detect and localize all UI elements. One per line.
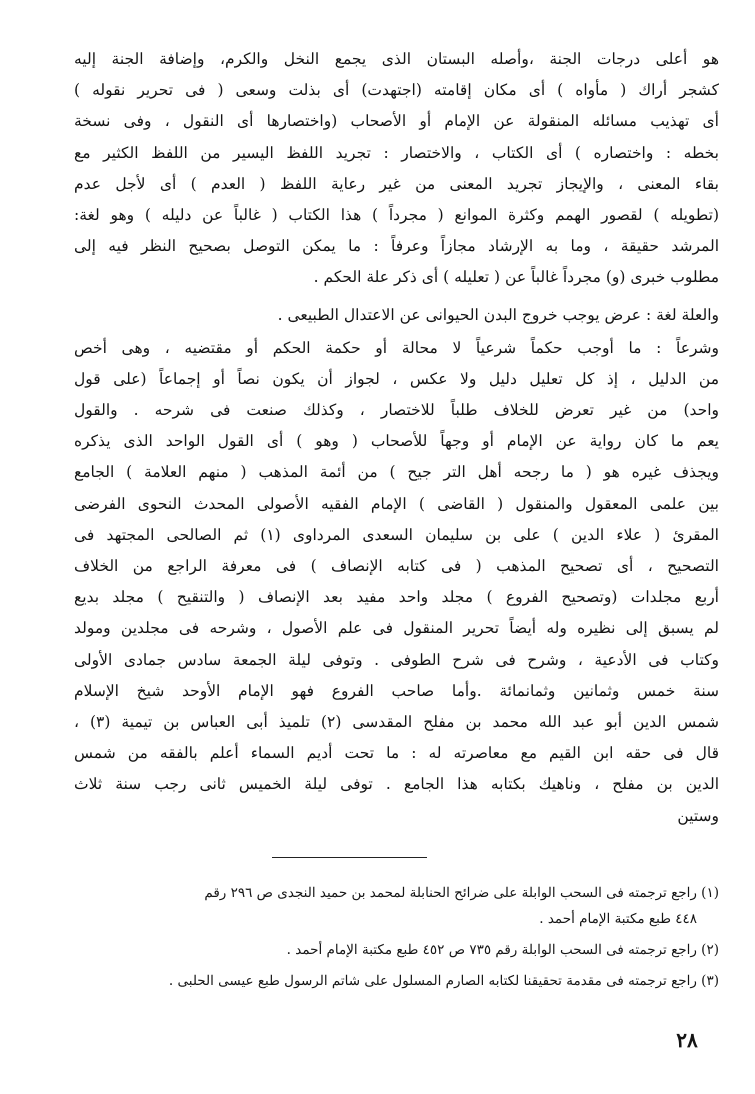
text-line: كشجر أراك ( مأواه ) أى مكان إقامته (اجتهدت) أى بذلت وسعى ( فى تحرير نقوله ) xyxy=(74,81,719,100)
text-line: قال فى حقه ابن القيم مع معاصرته له : ما تحت أديم السماء أعلم بالفقه من شمس xyxy=(74,744,719,763)
footnote: (٢) راجع ترجمته فى السحب الوابلة رقم ٧٣٥ ص ٤٥٢ طبع مكتبة الإمام أحمد . xyxy=(286,942,719,958)
text-line: بين علمى المعقول والمنقول ( القاضى ) الإمام الفقيه الأصولى المحدث النحوى الفرضى xyxy=(74,494,719,513)
footnote-continuation: ٤٤٨ طبع مكتبة الإمام أحمد . xyxy=(539,911,697,927)
text-line: هو أعلى درجات الجنة ،وأصله البستان الذى يجمع النخل والكرم، وإضافة الجنة إليه xyxy=(74,50,719,68)
text-line: (تطويله ) لقصور الهمم وكثرة الموانع ( مجرداً ) هذا الكتاب ( غالباً عن دليله ) وهو لغة: xyxy=(74,205,719,224)
text-line: من الدليل ، إذ كل تعليل دليل ولا عكس ، لجواز أن يكون نصاً أو إجماعاً (على قول xyxy=(74,369,719,388)
footnote: (٣) راجع ترجمته فى مقدمة تحقيقنا لكتابه الصارم المسلول على شاتم الرسول طبع عيسى الحلبى . xyxy=(168,973,719,989)
text-line: أى تهذيب مسائله المنقولة عن الإمام أو الأصحاب (واختصارها أى النقول ، وفى نسخة xyxy=(74,112,719,131)
page-number: ٢٨ xyxy=(676,1028,698,1052)
text-line: التصحيح ، أى تصحيح المذهب ( فى كتابه الإنصاف ) فى معرفة الراجع من الخلاف xyxy=(74,557,719,575)
main-text-block xyxy=(74,44,719,832)
footnotes-block xyxy=(86,880,719,994)
text-line: المقرئ ( علاء الدين ) على بن سليمان السعدى المرداوى (١) ثم الصالحى المجتهد فى xyxy=(74,525,719,544)
text-line: والعلة لغة : عرض يوجب خروج البدن الحيوانى عن الاعتدال الطبيعى . xyxy=(277,305,719,324)
text-line: بقاء المعنى ، والإيجاز تجريد المعنى من غير رعاية اللفظ ( العدم ) أى لأجل عدم xyxy=(74,174,719,193)
text-line: ويجذف غيره هو ( ما رجحه أهل التر جيح ) من أئمة المذهب ( منهم العلامة ) الجامع xyxy=(74,463,719,482)
text-line: سنة خمس وثمانين وثمانمائة .وأما صاحب الفروع فهو الإمام الأوحد شيخ الإسلام xyxy=(74,681,719,700)
text-line: شمس الدين أبو عبد الله محمد بن مفلح المقدسى (٢) تلميذ أبى العباس بن تيمية (٣) ، xyxy=(74,712,719,731)
text-line: يعم ما كان رواية عن الإمام أو وجهاً للأصحاب ( وهو ) أى القول الواحد الذى يذكره xyxy=(74,432,719,451)
text-line: المرشد حقيقة ، وما به الإرشاد مجازاً وعرفاً : ما يمكن التوصل بصحيح النظر فيه إلى xyxy=(74,237,719,256)
text-line: لم يسبق إلى نظيره وله أيضاً تحرير المنقول فى علم الأصول ، وشرحه فى مجلدين ومولد xyxy=(74,619,719,638)
footnote: (١) راجع ترجمته فى السحب الوابلة على ضرائح الحنابلة لمحمد بن حميد النجدى ص ٢٩٦ رقم xyxy=(204,885,719,901)
text-line: بخطه : واختصاره ) أى الكتاب ، والاختصار : تجريد اللفظ اليسير من اللفظ الكثير مع xyxy=(74,143,719,162)
text-line: واحد) من غير تعرض للخلاف طلباً للاختصار ، وكذلك صنعت فى شرحه . والقول xyxy=(74,401,719,420)
text-line: وستين xyxy=(677,806,719,825)
text-line: وشرعاً : ما أوجب حكماً شرعياً لا محالة أو حكمة الحكم أو مقتضيه ، وهى أخص xyxy=(74,338,719,357)
text-line: الدين بن مفلح ، وناهيك بكتابه هذا الجامع . توفى ليلة الخميس ثانى رجب سنة ثلاث xyxy=(74,775,719,794)
text-line: أربع مجلدات (وتصحيح الفروع ) مجلد واحد مفيد بعد الإنصاف ( والتنقيح ) مجلد بديع xyxy=(74,588,719,607)
text-line: مطلوب خبرى (و) مجرداً غالباً عن ( تعليله ) أى ذكر علة الحكم . xyxy=(313,268,719,287)
footnote-separator xyxy=(272,857,427,859)
text-line: وكتاب فى الأدعية ، وشرح فى شرح الطوفى . وتوفى ليلة الجمعة سادس جمادى الأولى xyxy=(74,650,719,669)
